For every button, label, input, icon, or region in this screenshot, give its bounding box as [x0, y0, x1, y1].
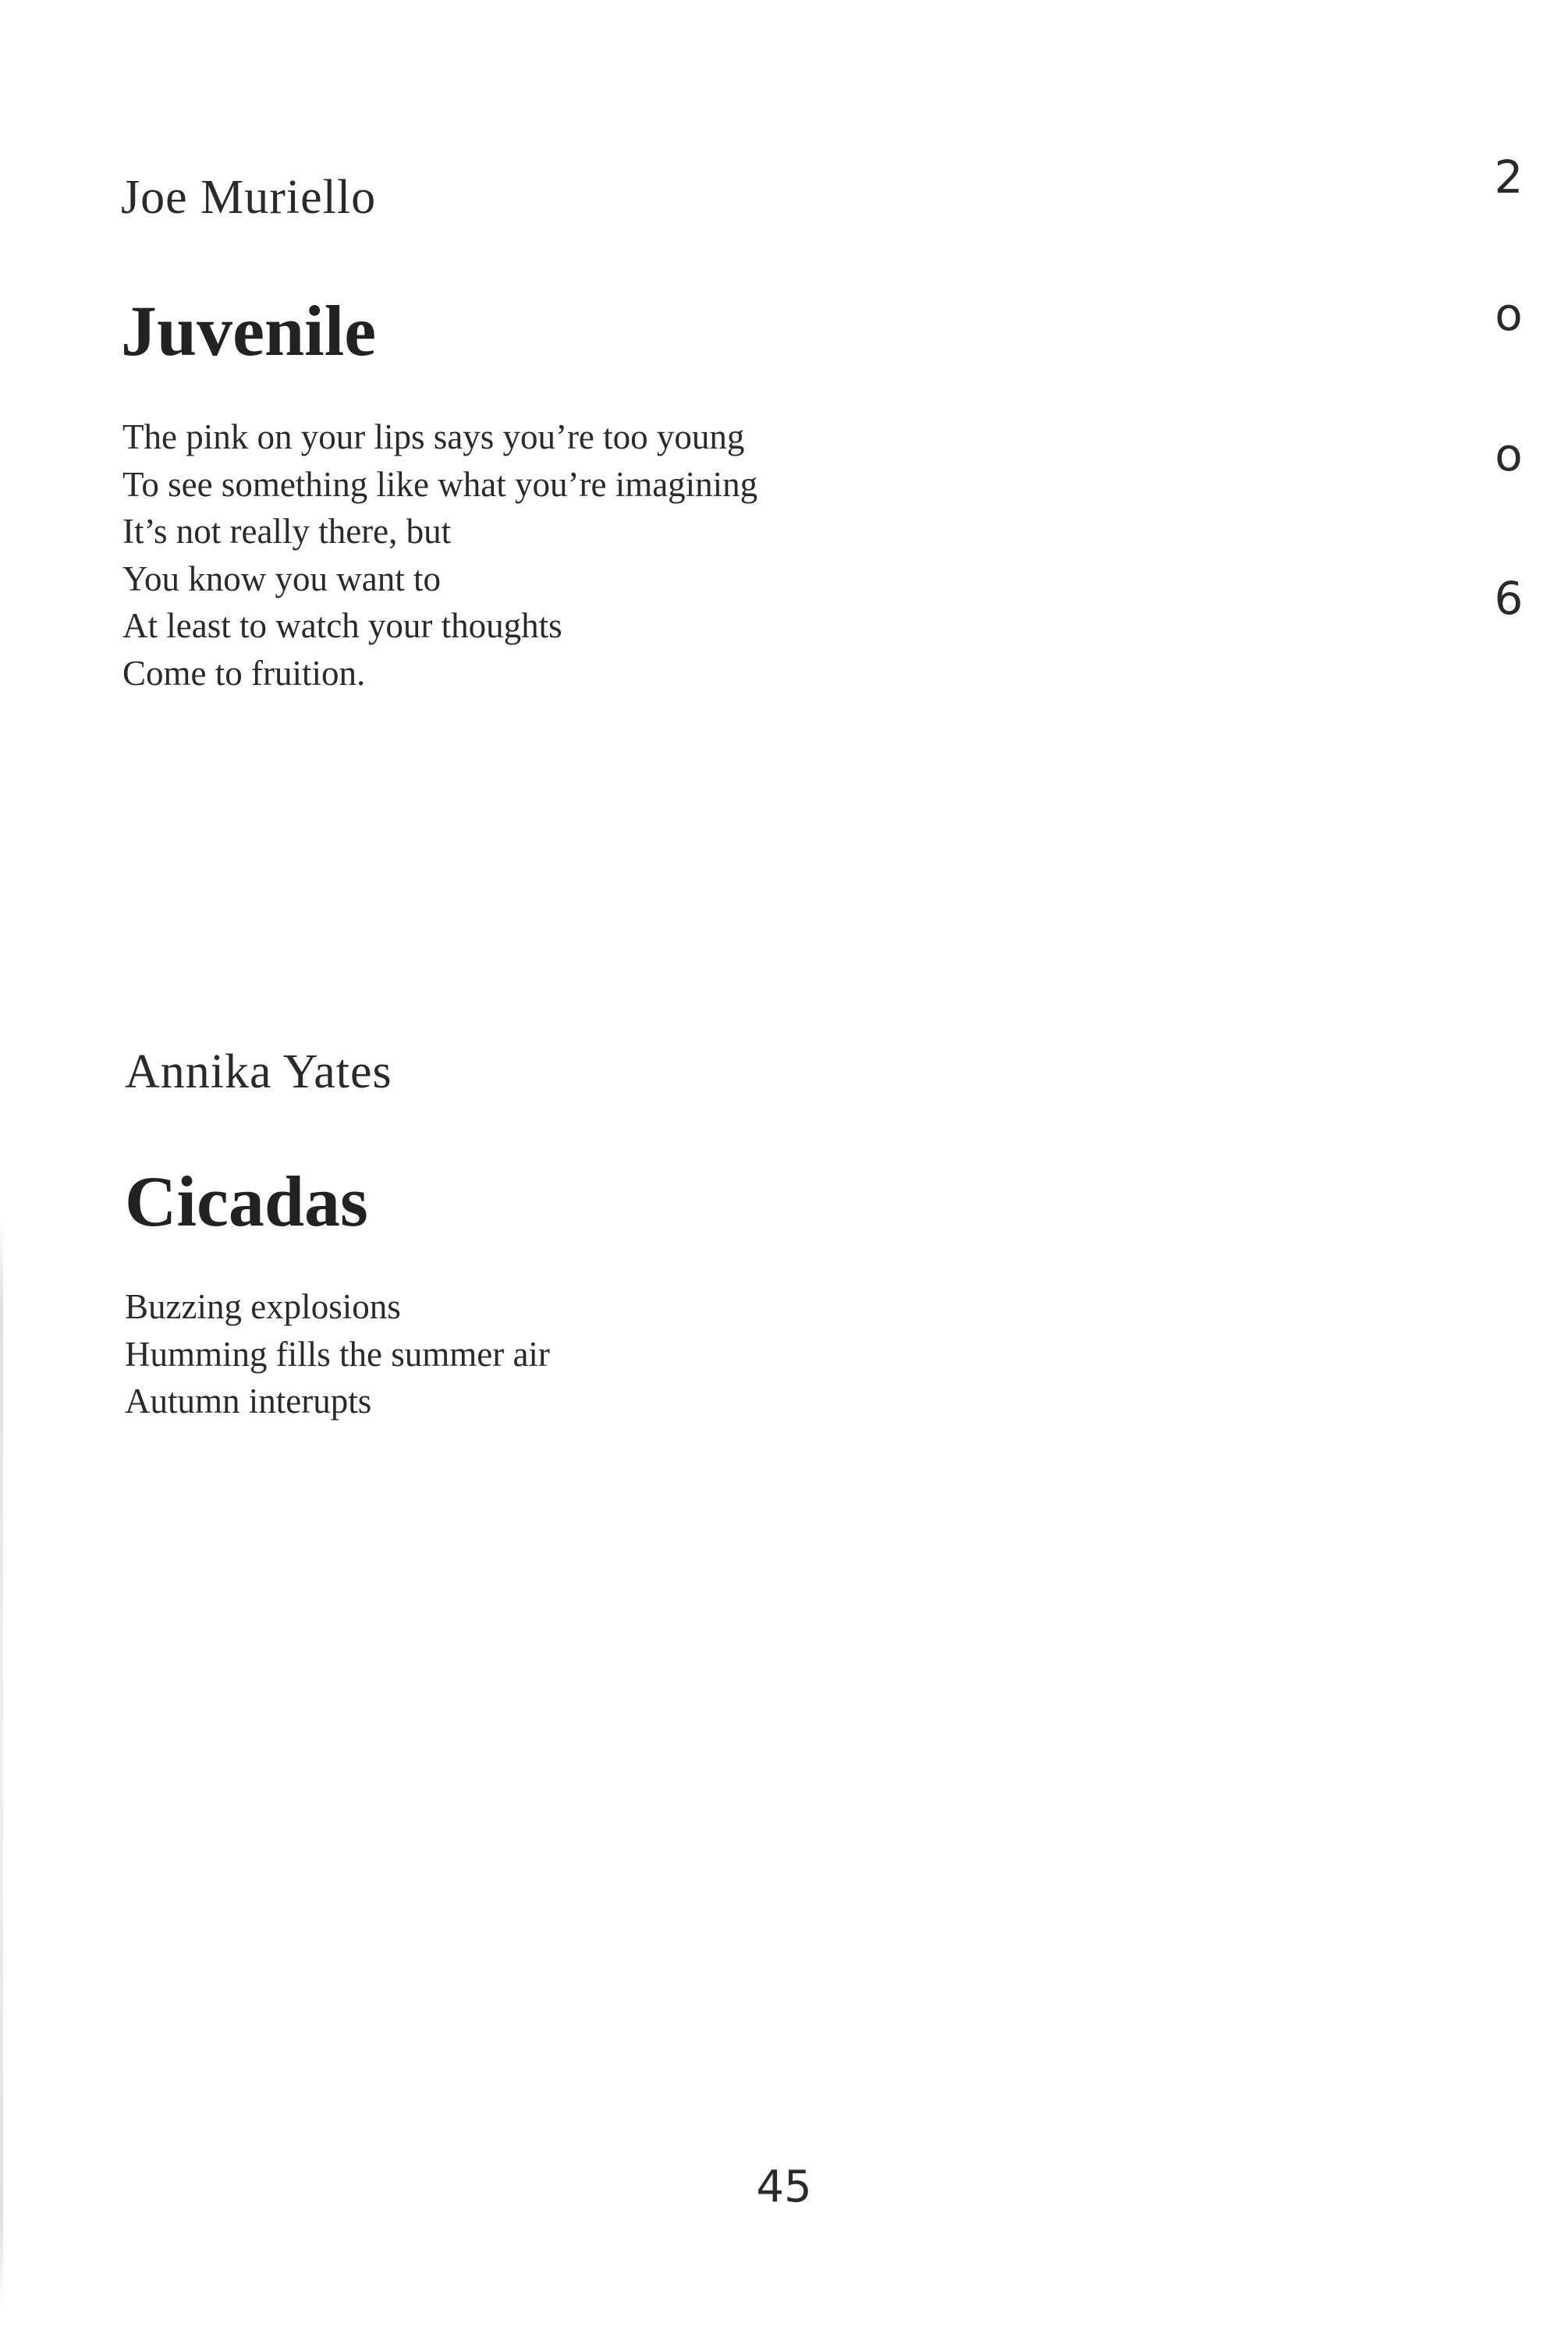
poem-line: Humming fills the summer air [125, 1334, 550, 1374]
poem-line: You know you want to [122, 559, 441, 598]
scan-edge-shadow [0, 1217, 3, 2309]
page-number: 45 [756, 2162, 812, 2212]
year-digit: o [1495, 288, 1523, 341]
poem-line: Come to fruition. [122, 653, 366, 693]
poem-line: Autumn interupts [125, 1382, 372, 1421]
poem-body [125, 1283, 550, 1425]
poem-line: To see something like what you’re imagining [122, 464, 758, 504]
poem-body [122, 413, 757, 697]
poem-line: Buzzing explosions [125, 1287, 401, 1326]
poem-line: At least to watch your thoughts [122, 606, 562, 645]
year-digit: 6 [1494, 572, 1524, 625]
poem-line: The pink on your lips says you’re too young [122, 417, 745, 456]
poem-author: Annika Yates [125, 1045, 392, 1098]
poem-author: Joe Muriello [121, 171, 377, 224]
year-digit: o [1495, 428, 1523, 481]
poem-title: Juvenile [121, 291, 377, 371]
poem-line: It’s not really there, but [122, 512, 452, 551]
poem-title: Cicadas [125, 1162, 368, 1241]
year-digit: 2 [1494, 151, 1524, 204]
year-vertical [1474, 0, 1568, 702]
